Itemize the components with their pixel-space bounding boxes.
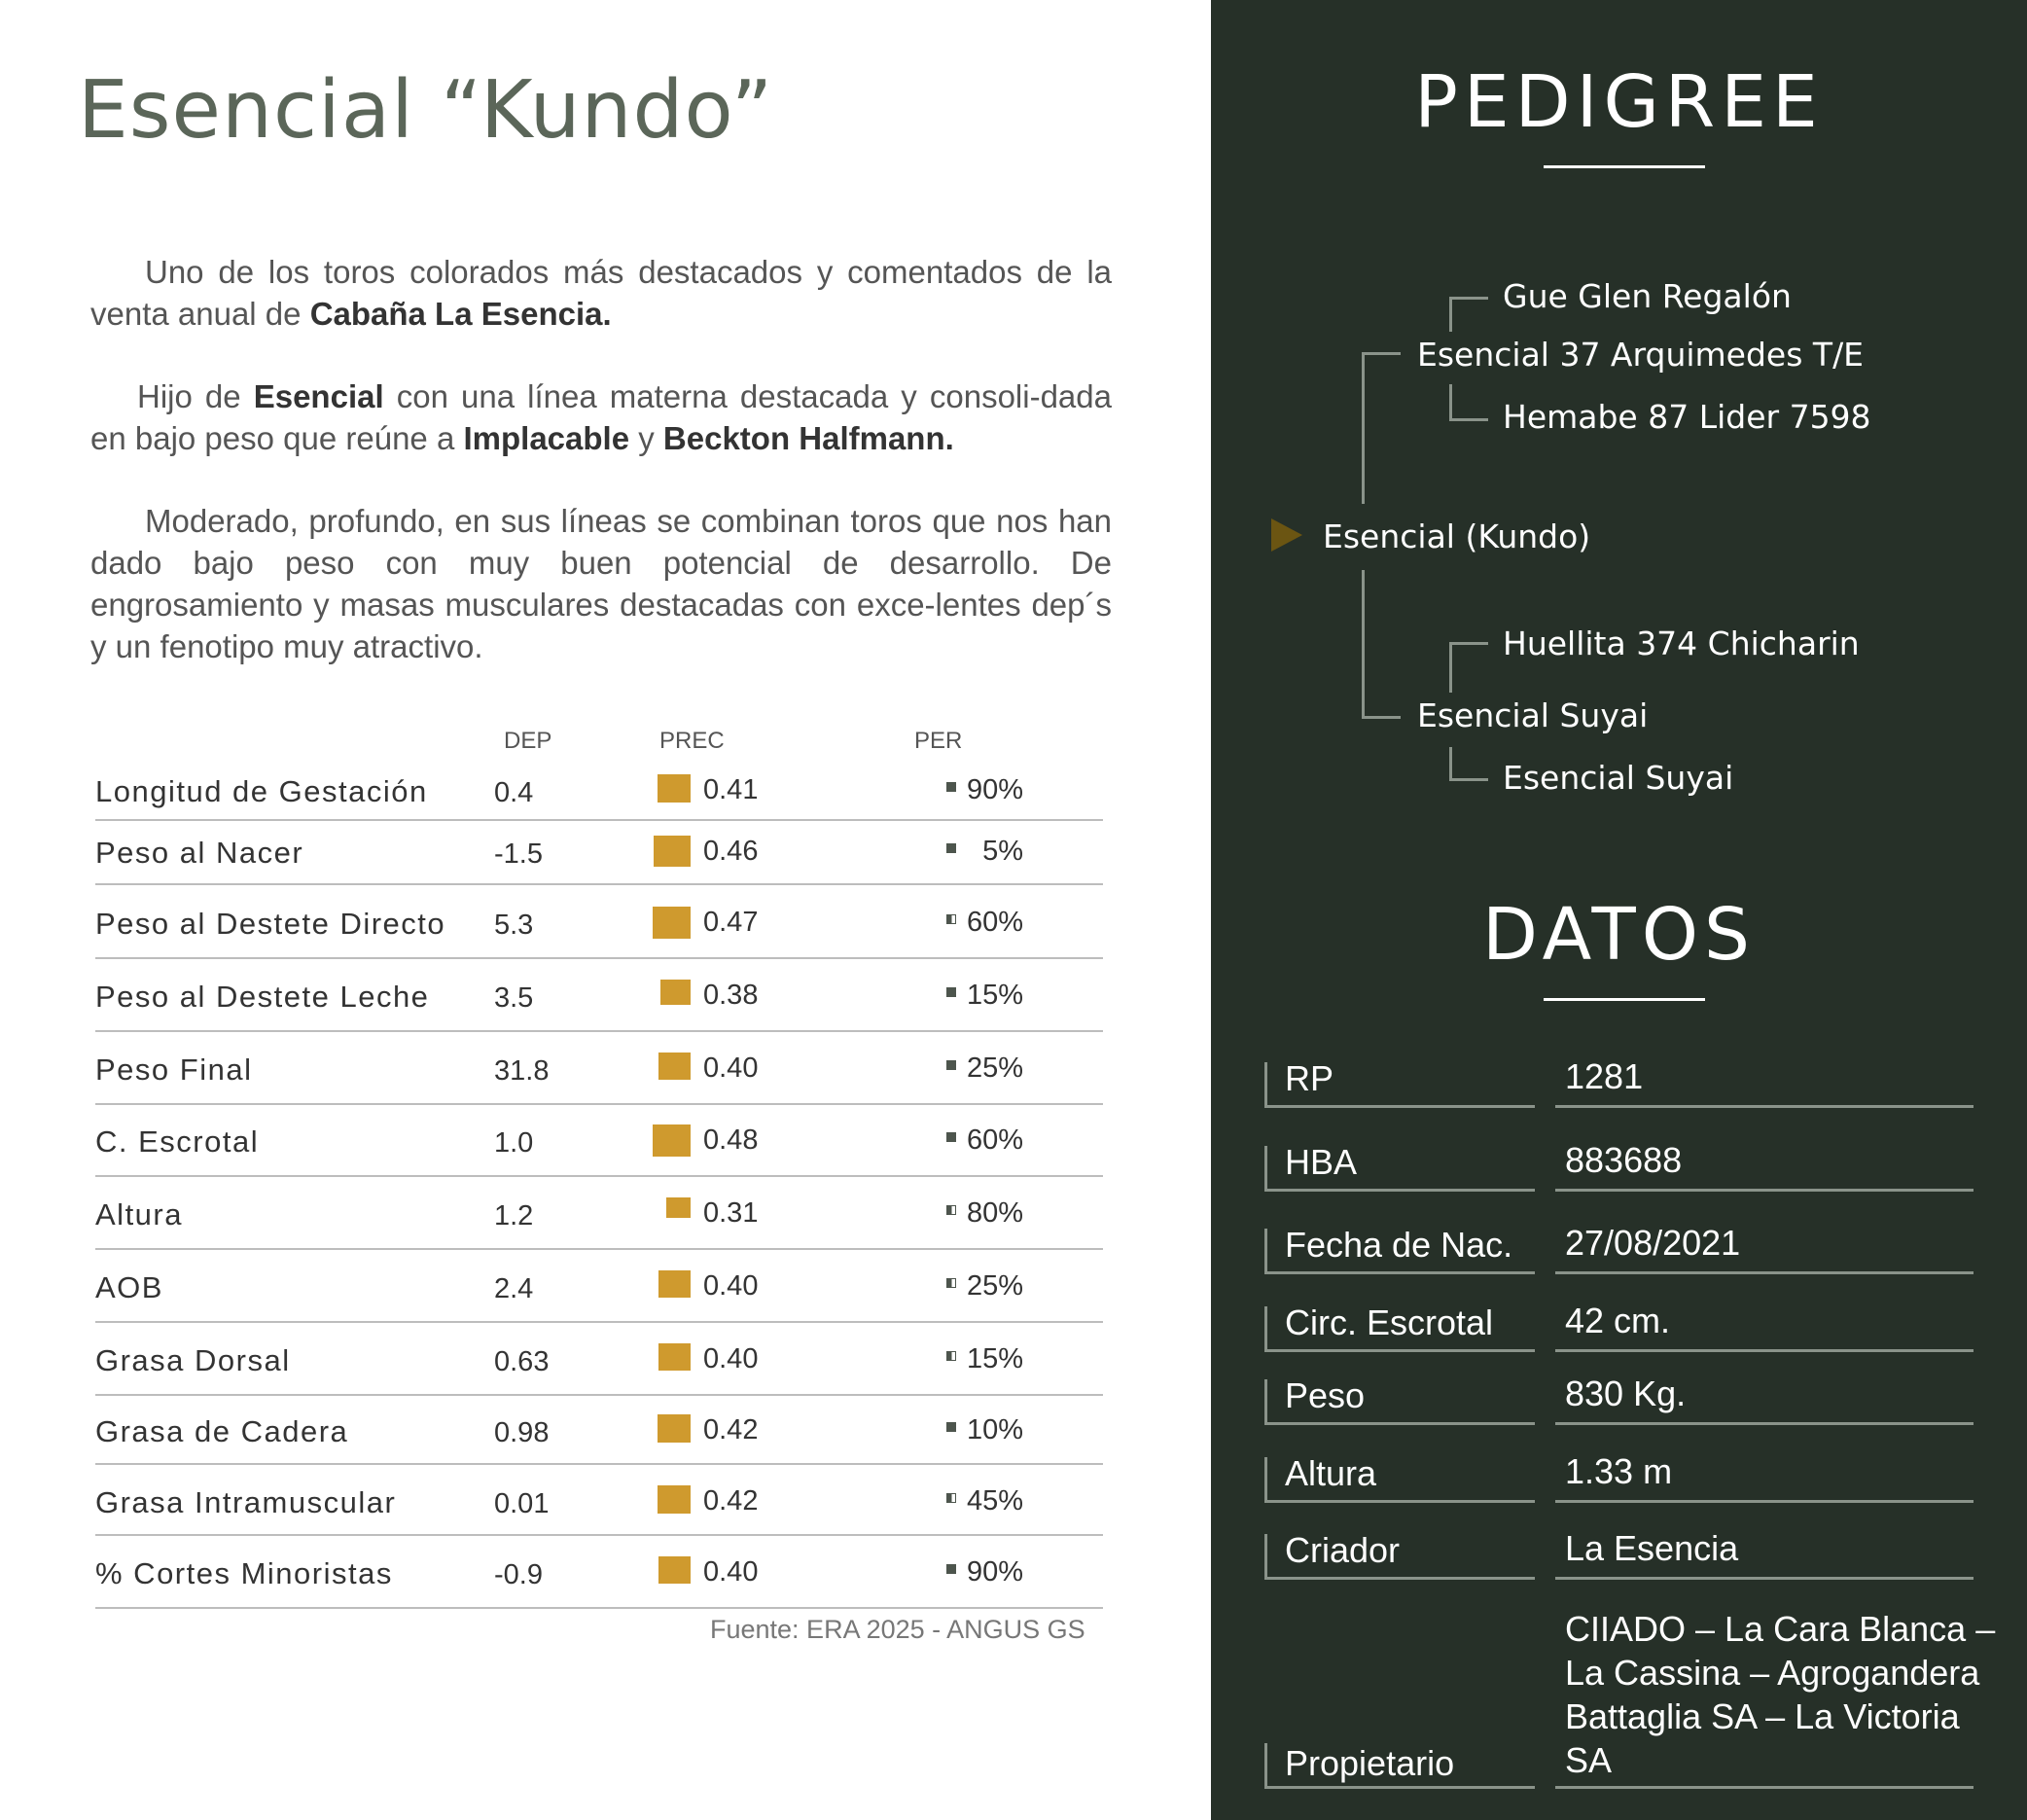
trait-name: Grasa Intramuscular (95, 1485, 397, 1519)
table-row (95, 1265, 1103, 1323)
dep-value: -0.9 (494, 1559, 543, 1590)
per-value: 60% (966, 907, 1023, 938)
datos-value: 1281 (1565, 1056, 1644, 1096)
dep-value: 2.4 (494, 1273, 534, 1304)
desc-bold: Beckton Halfmann. (662, 420, 954, 456)
precision-bar (653, 907, 691, 939)
trait-name: Altura (95, 1197, 183, 1231)
datos-label: HBA (1285, 1142, 1358, 1182)
tree-line (1362, 352, 1401, 355)
source-note: Fuente: ERA 2025 - ANGUS GS (710, 1615, 1085, 1644)
table-row (95, 768, 1103, 821)
pedigree-dam-sire: Huellita 374 Chicharin (1503, 625, 1860, 662)
dep-value: 0.01 (494, 1488, 550, 1519)
precision-bar (658, 774, 691, 803)
per-value: 45% (966, 1485, 1023, 1517)
datos-row-line (1555, 1500, 1974, 1503)
datos-row-line (1555, 1349, 1974, 1352)
datos-row-line (1264, 1189, 1535, 1192)
tree-line (1362, 716, 1401, 719)
tree-line (1449, 642, 1488, 645)
table-row (95, 1551, 1103, 1609)
datos-value: 1.33 m (1565, 1451, 1673, 1491)
column-header-dep: DEP (504, 728, 552, 754)
datos-row-bracket (1264, 1457, 1267, 1502)
per-value: 15% (966, 1343, 1023, 1374)
percentile-square (946, 1132, 956, 1142)
percentile-square (946, 1278, 956, 1288)
dep-value: 0.4 (494, 777, 534, 808)
pedigree-sire-sire: Gue Glen Regalón (1503, 277, 1792, 315)
tree-line (1362, 570, 1365, 718)
datos-row-bracket (1264, 1379, 1267, 1424)
prec-value: 0.42 (703, 1414, 759, 1445)
per-value: 90% (966, 774, 1023, 805)
precision-bar (660, 980, 691, 1005)
prec-value: 0.47 (703, 907, 759, 938)
per-value: 90% (966, 1556, 1023, 1588)
precision-bar (666, 1197, 691, 1218)
percentile-square (946, 1060, 956, 1070)
percentile-square (946, 914, 956, 924)
datos-label: Criador (1285, 1530, 1401, 1570)
datos-value: 830 Kg. (1565, 1374, 1687, 1413)
desc-text: y (629, 420, 663, 456)
pedigree-dam: Esencial Suyai (1417, 696, 1649, 734)
prec-value: 0.41 (703, 774, 759, 805)
right-panel (1211, 0, 2027, 1820)
per-value: 80% (966, 1197, 1023, 1229)
prec-value: 0.40 (703, 1556, 759, 1588)
prec-value: 0.31 (703, 1197, 759, 1229)
precision-bar (658, 1414, 691, 1443)
table-row (95, 1047, 1103, 1105)
datos-row-bracket (1264, 1062, 1267, 1107)
datos-row-line (1264, 1577, 1535, 1580)
tree-line (1449, 297, 1488, 300)
percentile-square (946, 1205, 956, 1215)
column-header-prec: PREC (659, 728, 725, 754)
datos-row-line (1264, 1422, 1535, 1425)
trait-name: Longitud de Gestación (95, 774, 428, 808)
datos-row-bracket (1264, 1229, 1267, 1273)
tree-line (1449, 297, 1452, 332)
table-row (95, 1119, 1103, 1177)
prec-value: 0.42 (703, 1485, 759, 1517)
dep-value: 0.63 (494, 1346, 550, 1377)
datos-value: 27/08/2021 (1565, 1223, 1741, 1263)
table-row (95, 1480, 1103, 1536)
datos-row-line (1555, 1105, 1974, 1108)
datos-heading: DATOS (1482, 893, 1756, 977)
precision-bar (658, 1343, 691, 1371)
trait-name: Grasa de Cadera (95, 1414, 349, 1448)
table-row (95, 1409, 1103, 1465)
description-paragraph-3 (90, 500, 1112, 667)
percentile-square (946, 1422, 956, 1432)
trait-name: Grasa Dorsal (95, 1343, 291, 1377)
precision-bar (658, 1556, 691, 1584)
description-paragraph-2 (90, 375, 1112, 459)
datos-row-bracket (1264, 1534, 1267, 1579)
datos-row-line (1555, 1271, 1974, 1274)
precision-bar (654, 836, 691, 867)
desc-text: Hijo de (137, 378, 254, 414)
pedigree-dam-dam: Esencial Suyai (1503, 759, 1734, 797)
per-value: 5% (982, 836, 1023, 867)
prec-value: 0.40 (703, 1053, 759, 1084)
prec-value: 0.46 (703, 836, 759, 867)
tree-line (1449, 384, 1452, 420)
datos-value: CIIADO – La Cara Blanca – La Cassina – Agrogandera Battaglia SA – La Victoria SA (1565, 1609, 1996, 1780)
percentile-square (946, 1564, 956, 1574)
per-value: 25% (966, 1270, 1023, 1302)
dep-value: 5.3 (494, 910, 534, 941)
datos-row-line (1264, 1500, 1535, 1503)
per-value: 60% (966, 1124, 1023, 1156)
pedigree-subject: Esencial (Kundo) (1323, 517, 1591, 555)
pedigree-sire: Esencial 37 Arquimedes T/E (1417, 336, 1865, 374)
per-value: 25% (966, 1053, 1023, 1084)
datos-row-line (1555, 1786, 1974, 1789)
dep-value: 1.2 (494, 1200, 534, 1231)
trait-name: Peso Final (95, 1053, 253, 1087)
tree-line (1449, 642, 1452, 693)
pedigree-heading: PEDIGREE (1414, 60, 1824, 144)
pedigree-sire-dam: Hemabe 87 Lider 7598 (1503, 398, 1871, 436)
table-row (95, 974, 1103, 1032)
datos-row-bracket (1264, 1306, 1267, 1351)
page-title: Esencial “Kundo” (78, 64, 774, 157)
trait-name: Peso al Destete Leche (95, 980, 430, 1014)
trait-name: Peso al Destete Directo (95, 907, 446, 941)
datos-row-line (1555, 1189, 1974, 1192)
pedigree-underline (1544, 165, 1705, 168)
dep-value: 0.98 (494, 1417, 550, 1448)
table-row (95, 830, 1103, 885)
tree-line (1449, 778, 1488, 781)
percentile-square (946, 1351, 956, 1361)
datos-value: 42 cm. (1565, 1301, 1671, 1340)
desc-text: con una línea materna destacada y consoli-dada en bajo peso que reúne a (90, 378, 1112, 456)
prec-value: 0.38 (703, 980, 759, 1011)
table-row (95, 1192, 1103, 1250)
desc-bold: Esencial (253, 378, 384, 414)
datos-row-line (1264, 1271, 1535, 1274)
precision-bar (658, 1270, 691, 1298)
dep-value: 1.0 (494, 1127, 534, 1159)
desc-text: Uno de los toros colorados más destacados y comentados de la venta anual de (90, 254, 1112, 332)
tree-line (1449, 747, 1452, 780)
precision-bar (658, 1053, 691, 1080)
desc-bold: Cabaña La Esencia. (309, 296, 612, 332)
table-row (95, 901, 1103, 959)
dep-value: -1.5 (494, 839, 543, 870)
percentile-square (946, 1493, 956, 1503)
tree-line (1362, 352, 1365, 504)
dep-value: 3.5 (494, 982, 534, 1014)
datos-row-line (1555, 1577, 1974, 1580)
datos-label: Altura (1285, 1453, 1377, 1493)
datos-row-line (1264, 1349, 1535, 1352)
description-paragraph-1 (90, 251, 1112, 335)
datos-label: Peso (1285, 1375, 1366, 1415)
datos-row-line (1264, 1786, 1535, 1789)
datos-underline (1544, 998, 1705, 1001)
table-row (95, 1338, 1103, 1396)
datos-label: Propietario (1285, 1743, 1455, 1783)
pointer-arrow-icon (1271, 518, 1302, 552)
precision-bar (653, 1124, 691, 1157)
trait-name: AOB (95, 1270, 163, 1304)
trait-name: Peso al Nacer (95, 836, 304, 870)
datos-value: 883688 (1565, 1140, 1683, 1180)
tree-line (1449, 418, 1488, 421)
datos-row-line (1555, 1422, 1974, 1425)
trait-name: % Cortes Minoristas (95, 1556, 393, 1590)
desc-text: Moderado, profundo, en sus líneas se combinan toros que nos han dado bajo peso con muy buen potencial de desarrollo. De engrosamiento y masas musculares destacadas con exce-lentes dep´s y un fenotipo muy atractivo. (90, 503, 1112, 664)
percentile-square (946, 843, 956, 853)
prec-value: 0.48 (703, 1124, 759, 1156)
datos-label: Circ. Escrotal (1285, 1303, 1494, 1342)
trait-name: C. Escrotal (95, 1124, 260, 1159)
datos-row-line (1264, 1105, 1535, 1108)
datos-label: RP (1285, 1058, 1334, 1098)
percentile-square (946, 987, 956, 997)
datos-value: La Esencia (1565, 1528, 1739, 1568)
desc-bold: Implacable (463, 420, 630, 456)
datos-row-bracket (1264, 1743, 1267, 1788)
per-value: 15% (966, 980, 1023, 1011)
datos-row-bracket (1264, 1146, 1267, 1191)
datos-label: Fecha de Nac. (1285, 1225, 1513, 1265)
dep-value: 31.8 (494, 1055, 550, 1087)
prec-value: 0.40 (703, 1270, 759, 1302)
precision-bar (658, 1485, 691, 1514)
column-header-per: PER (914, 728, 963, 754)
prec-value: 0.40 (703, 1343, 759, 1374)
percentile-square (946, 782, 956, 792)
per-value: 10% (966, 1414, 1023, 1445)
